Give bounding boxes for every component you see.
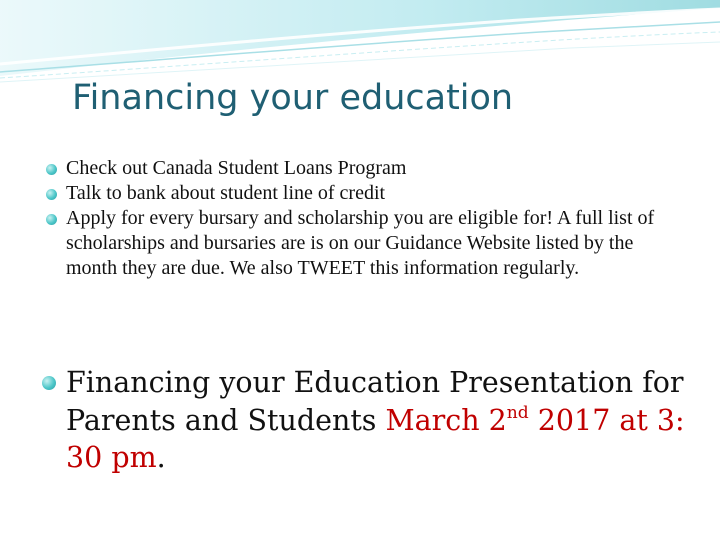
bullet-item — [44, 206, 674, 281]
announcement-end: . — [156, 441, 166, 474]
bullet-list — [44, 156, 674, 281]
date-time: 2017 at 3: 30 pm — [66, 403, 685, 474]
announcement-text: Financing your Education Presentation for Parents and Students — [66, 366, 684, 437]
bullet-item — [44, 156, 674, 181]
bullet-text: Talk to bank about student line of credit — [66, 182, 386, 204]
date-ordinal: nd — [506, 402, 529, 423]
bullet-dot-icon — [46, 189, 57, 200]
bullet-dot-icon — [46, 214, 57, 225]
bullet-dot-icon — [46, 164, 57, 175]
header-wave-decoration — [0, 0, 720, 90]
bullet-dot-icon — [42, 376, 56, 390]
bullet-text: Apply for every bursary and scholarship you are eligible for! A full list of scholarships and bursaries are is on our Guidance Website listed by the month they are due. We also TWEET this information regularly. — [66, 207, 655, 279]
date-main: March 2 — [385, 403, 507, 437]
bullet-text: Check out Canada Student Loans Program — [66, 157, 407, 179]
bullet-item — [44, 181, 674, 206]
highlight-list — [40, 364, 690, 477]
presentation-announcement — [40, 364, 690, 477]
slide-title: Financing your education — [72, 78, 514, 118]
